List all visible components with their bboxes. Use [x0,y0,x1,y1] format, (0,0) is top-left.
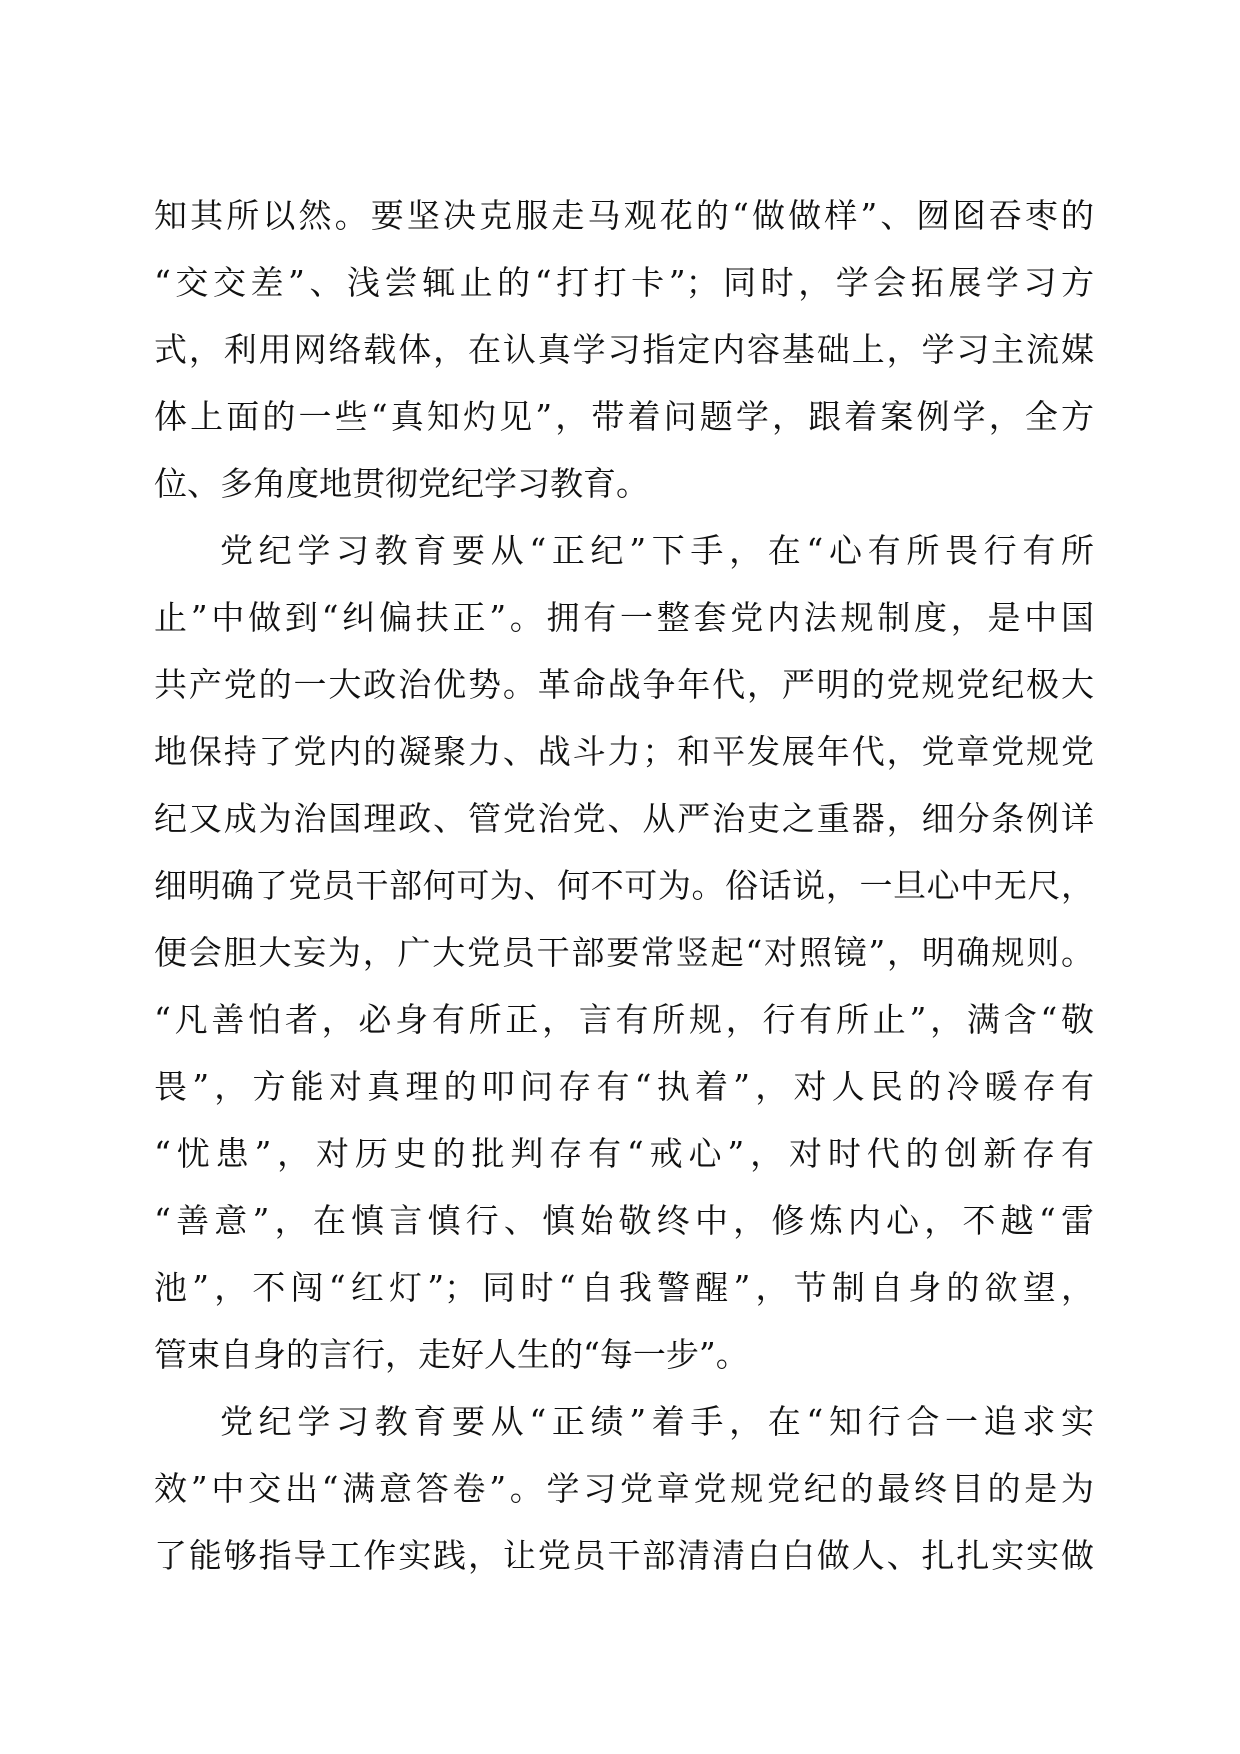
text-line: 知其所以然。要坚决克服走马观花的“做做样”、囫囵吞枣的 [154,196,1094,235]
text-line: 效”中交出“满意答卷”。学习党章党规党纪的最终目的是为 [154,1469,1094,1508]
text-line: 式，利用网络载体，在认真学习指定内容基础上，学习主流媒 [154,330,1094,369]
text-line: 便会胆大妄为，广大党员干部要常竖起“对照镜”，明确规则。 [154,933,1094,972]
text-line: 细明确了党员干部何可为、何不可为。俗话说，一旦心中无尺， [154,866,1094,905]
text-line: 池”，不闯“红灯”；同时“自我警醒”，节制自身的欲望， [154,1268,1094,1307]
text-line: 了能够指导工作实践，让党员干部清清白白做人、扎扎实实做 [154,1536,1094,1575]
text-line: “忧患”，对历史的批判存有“戒心”，对时代的创新存有 [154,1134,1094,1173]
text-line: “交交差”、浅尝辄止的“打打卡”；同时，学会拓展学习方 [154,263,1094,302]
text-line: “凡善怕者，必身有所正，言有所规，行有所止”，满含“敬 [154,1000,1094,1039]
text-line: 管束自身的言行，走好人生的“每一步”。 [154,1335,749,1374]
text-line: 纪又成为治国理政、管党治党、从严治吏之重器，细分条例详 [154,799,1094,838]
text-line: 地保持了党内的凝聚力、战斗力；和平发展年代，党章党规党 [154,732,1094,771]
paragraph-first-line: 党纪学习教育要从“正绩”着手，在“知行合一追求实 [220,1402,1094,1441]
body-text [154,182,1094,1589]
paragraph-first-line: 党纪学习教育要从“正纪”下手，在“心有所畏行有所 [220,531,1094,570]
text-line: 畏”，方能对真理的叩问存有“执着”，对人民的冷暖存有 [154,1067,1094,1106]
text-line: 位、多角度地贯彻党纪学习教育。 [154,464,649,503]
text-line: 共产党的一大政治优势。革命战争年代，严明的党规党纪极大 [154,665,1094,704]
text-line: 止”中做到“纠偏扶正”。拥有一整套党内法规制度，是中国 [154,598,1094,637]
text-line: “善意”，在慎言慎行、慎始敬终中，修炼内心，不越“雷 [154,1201,1094,1240]
text-line: 体上面的一些“真知灼见”，带着问题学，跟着案例学，全方 [154,397,1094,436]
